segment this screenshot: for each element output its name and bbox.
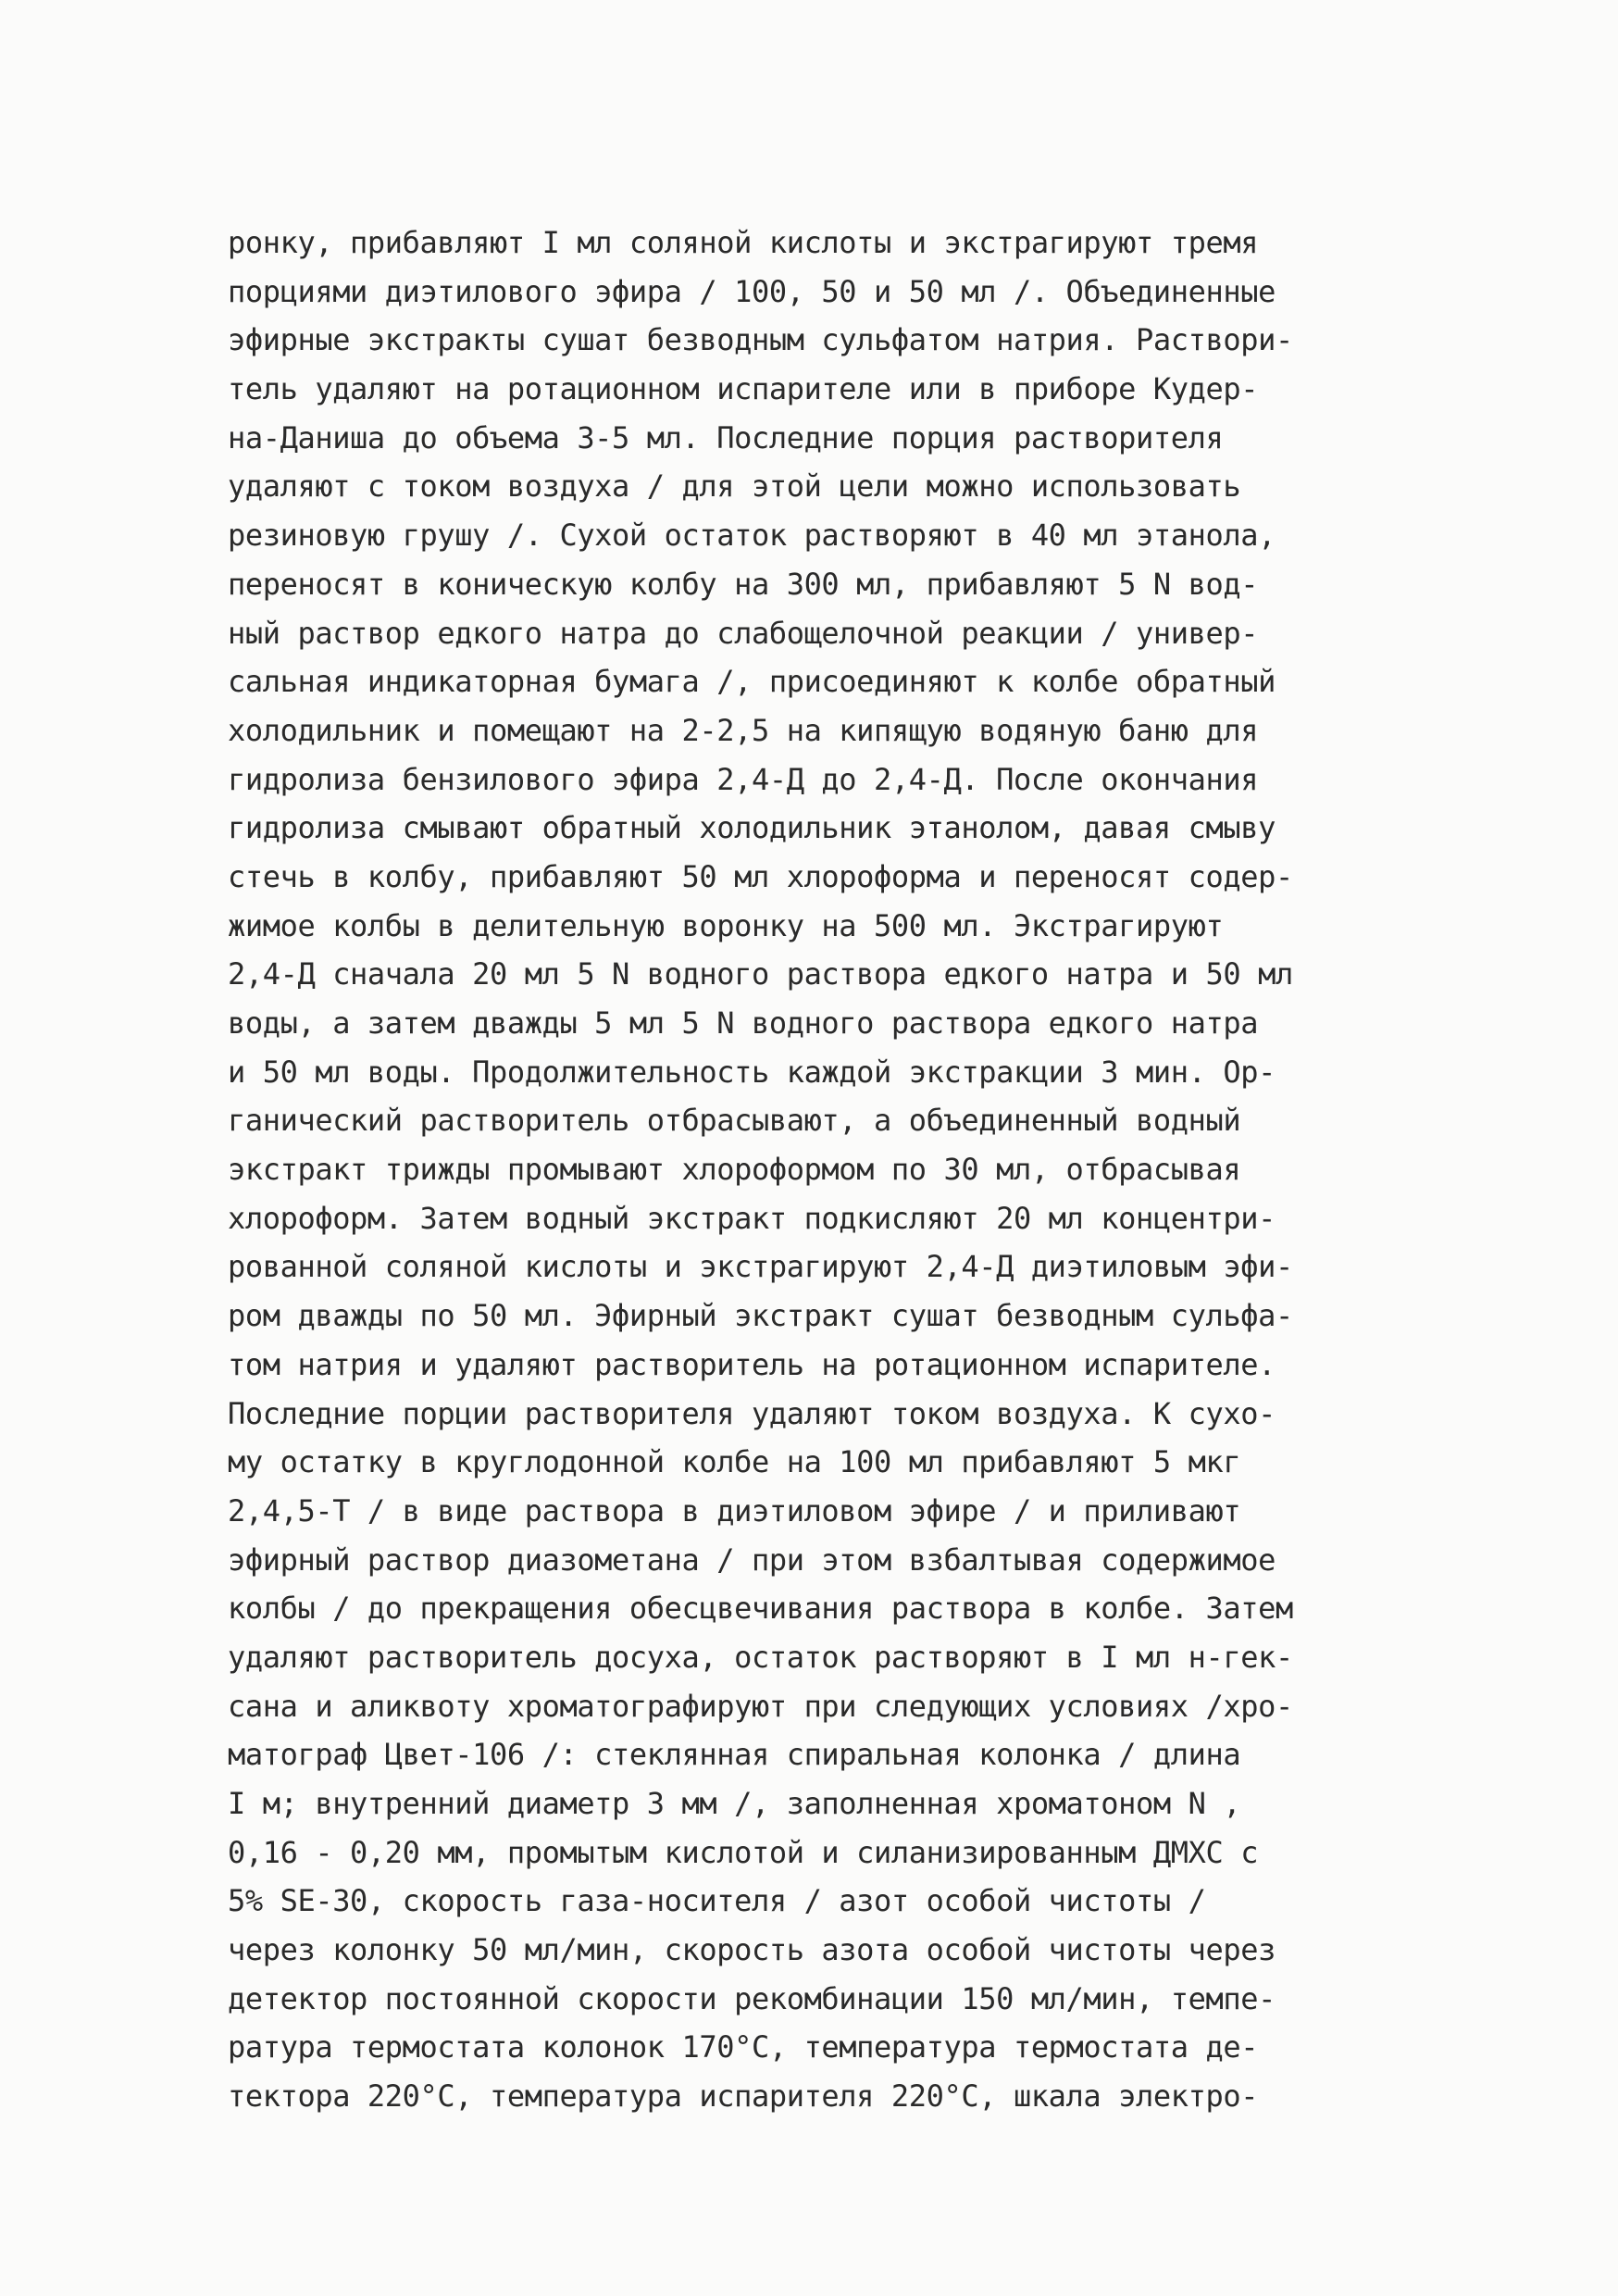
text-line: эфирный раствор диазометана / при этом взбалтывая содержимое (228, 1541, 1276, 1578)
body-text (228, 218, 1431, 2121)
text-line: резиновую грушу /. Сухой остаток растворяют в 40 мл этанола, (228, 518, 1276, 554)
text-line: рованной соляной кислоты и экстрагируют 2,4-Д диэтиловым эфи- (228, 1249, 1293, 1285)
text-line: тель удаляют на ротационном испарителе или в приборе Кудер- (228, 371, 1259, 407)
text-line: сальная индикаторная бумага /, присоединяют к колбе обратный (228, 664, 1276, 700)
text-line: 2,4-Д сначала 20 мл 5 N водного раствора едкого натра и 50 мл (228, 956, 1293, 992)
text-line: му остатку в круглодонной колбе на 100 мл прибавляют 5 мкг (228, 1444, 1241, 1480)
text-line: I м; внутренний диаметр 3 мм /, заполненная хроматоном N , (228, 1786, 1241, 1821)
text-line: экстракт трижды промывают хлороформом по 30 мл, отбрасывая (228, 1152, 1241, 1188)
text-line: детектор постоянной скорости рекомбинации 150 мл/мин, темпе- (228, 1980, 1276, 2016)
text-line: стечь в колбу, прибавляют 50 мл хлороформа и переносят содер- (228, 858, 1293, 894)
text-line: гидролиза смывают обратный холодильник этанолом, давая смыву (228, 810, 1276, 846)
text-line: порциями диэтилового эфира / 100, 50 и 50 мл /. Объединенные (228, 273, 1276, 309)
text-line: том натрия и удаляют растворитель на ротационном испарителе. (228, 1346, 1276, 1382)
text-line: переносят в коническую колбу на 300 мл, прибавляют 5 N вод- (228, 566, 1259, 602)
text-line: сана и аликвоту хроматографируют при следующих условиях /хро- (228, 1688, 1293, 1724)
text-line: тектора 220°С, температура испарителя 220°С, шкала электро- (228, 2078, 1259, 2115)
text-line: удаляют растворитель досуха, остаток растворяют в I мл н-гек- (228, 1639, 1293, 1675)
text-line: через колонку 50 мл/мин, скорость азота особой чистоты через (228, 1932, 1276, 1968)
text-line: жимое колбы в делительную воронку на 500 мл. Экстрагируют (228, 907, 1224, 943)
text-line: и 50 мл воды. Продолжительность каждой экстракции 3 мин. Ор- (228, 1054, 1276, 1090)
text-line: гидролиза бензилового эфира 2,4-Д до 2,4-Д. После окончания (228, 761, 1259, 797)
text-line: ганический растворитель отбрасывают, а объединенный водный (228, 1103, 1241, 1139)
text-line: 5% SE-30, скорость газа-носителя / азот особой чистоты / (228, 1883, 1206, 1919)
text-line: ратура термостата колонок 170°С, температура термостата де- (228, 2029, 1259, 2065)
text-line: ром дважды по 50 мл. Эфирный экстракт сушат безводным сульфа- (228, 1298, 1293, 1334)
text-line: холодильник и помещают на 2-2,5 на кипящую водяную баню для (228, 712, 1259, 748)
text-line: Последние порции растворителя удаляют током воздуха. К сухо- (228, 1395, 1276, 1431)
text-line: ный раствор едкого натра до слабощелочной реакции / универ- (228, 615, 1259, 651)
text-line: воды, а затем дважды 5 мл 5 N водного раствора едкого натра (228, 1005, 1259, 1041)
text-line: удаляют с током воздуха / для этой цели можно использовать (228, 468, 1241, 505)
text-line: на-Даниша до объема 3-5 мл. Последние порция растворителя (228, 419, 1224, 455)
text-line: хлороформ. Затем водный экстракт подкисляют 20 мл концентри- (228, 1200, 1276, 1236)
text-line: матограф Цвет-106 /: стеклянная спиральная колонка / длина (228, 1737, 1241, 1773)
text-line: ронку, прибавляют I мл соляной кислоты и экстрагируют тремя (228, 225, 1259, 260)
text-line: эфирные экстракты сушат безводным сульфатом натрия. Раствори- (228, 322, 1293, 358)
text-line: колбы / до прекращения обесцвечивания раствора в колбе. Затем (228, 1591, 1293, 1627)
text-line: 0,16 - 0,20 мм, промытым кислотой и силанизированным ДМХС с (228, 1834, 1259, 1870)
text-line: 2,4,5-Т / в виде раствора в диэтиловом эфире / и приливают (228, 1492, 1241, 1529)
